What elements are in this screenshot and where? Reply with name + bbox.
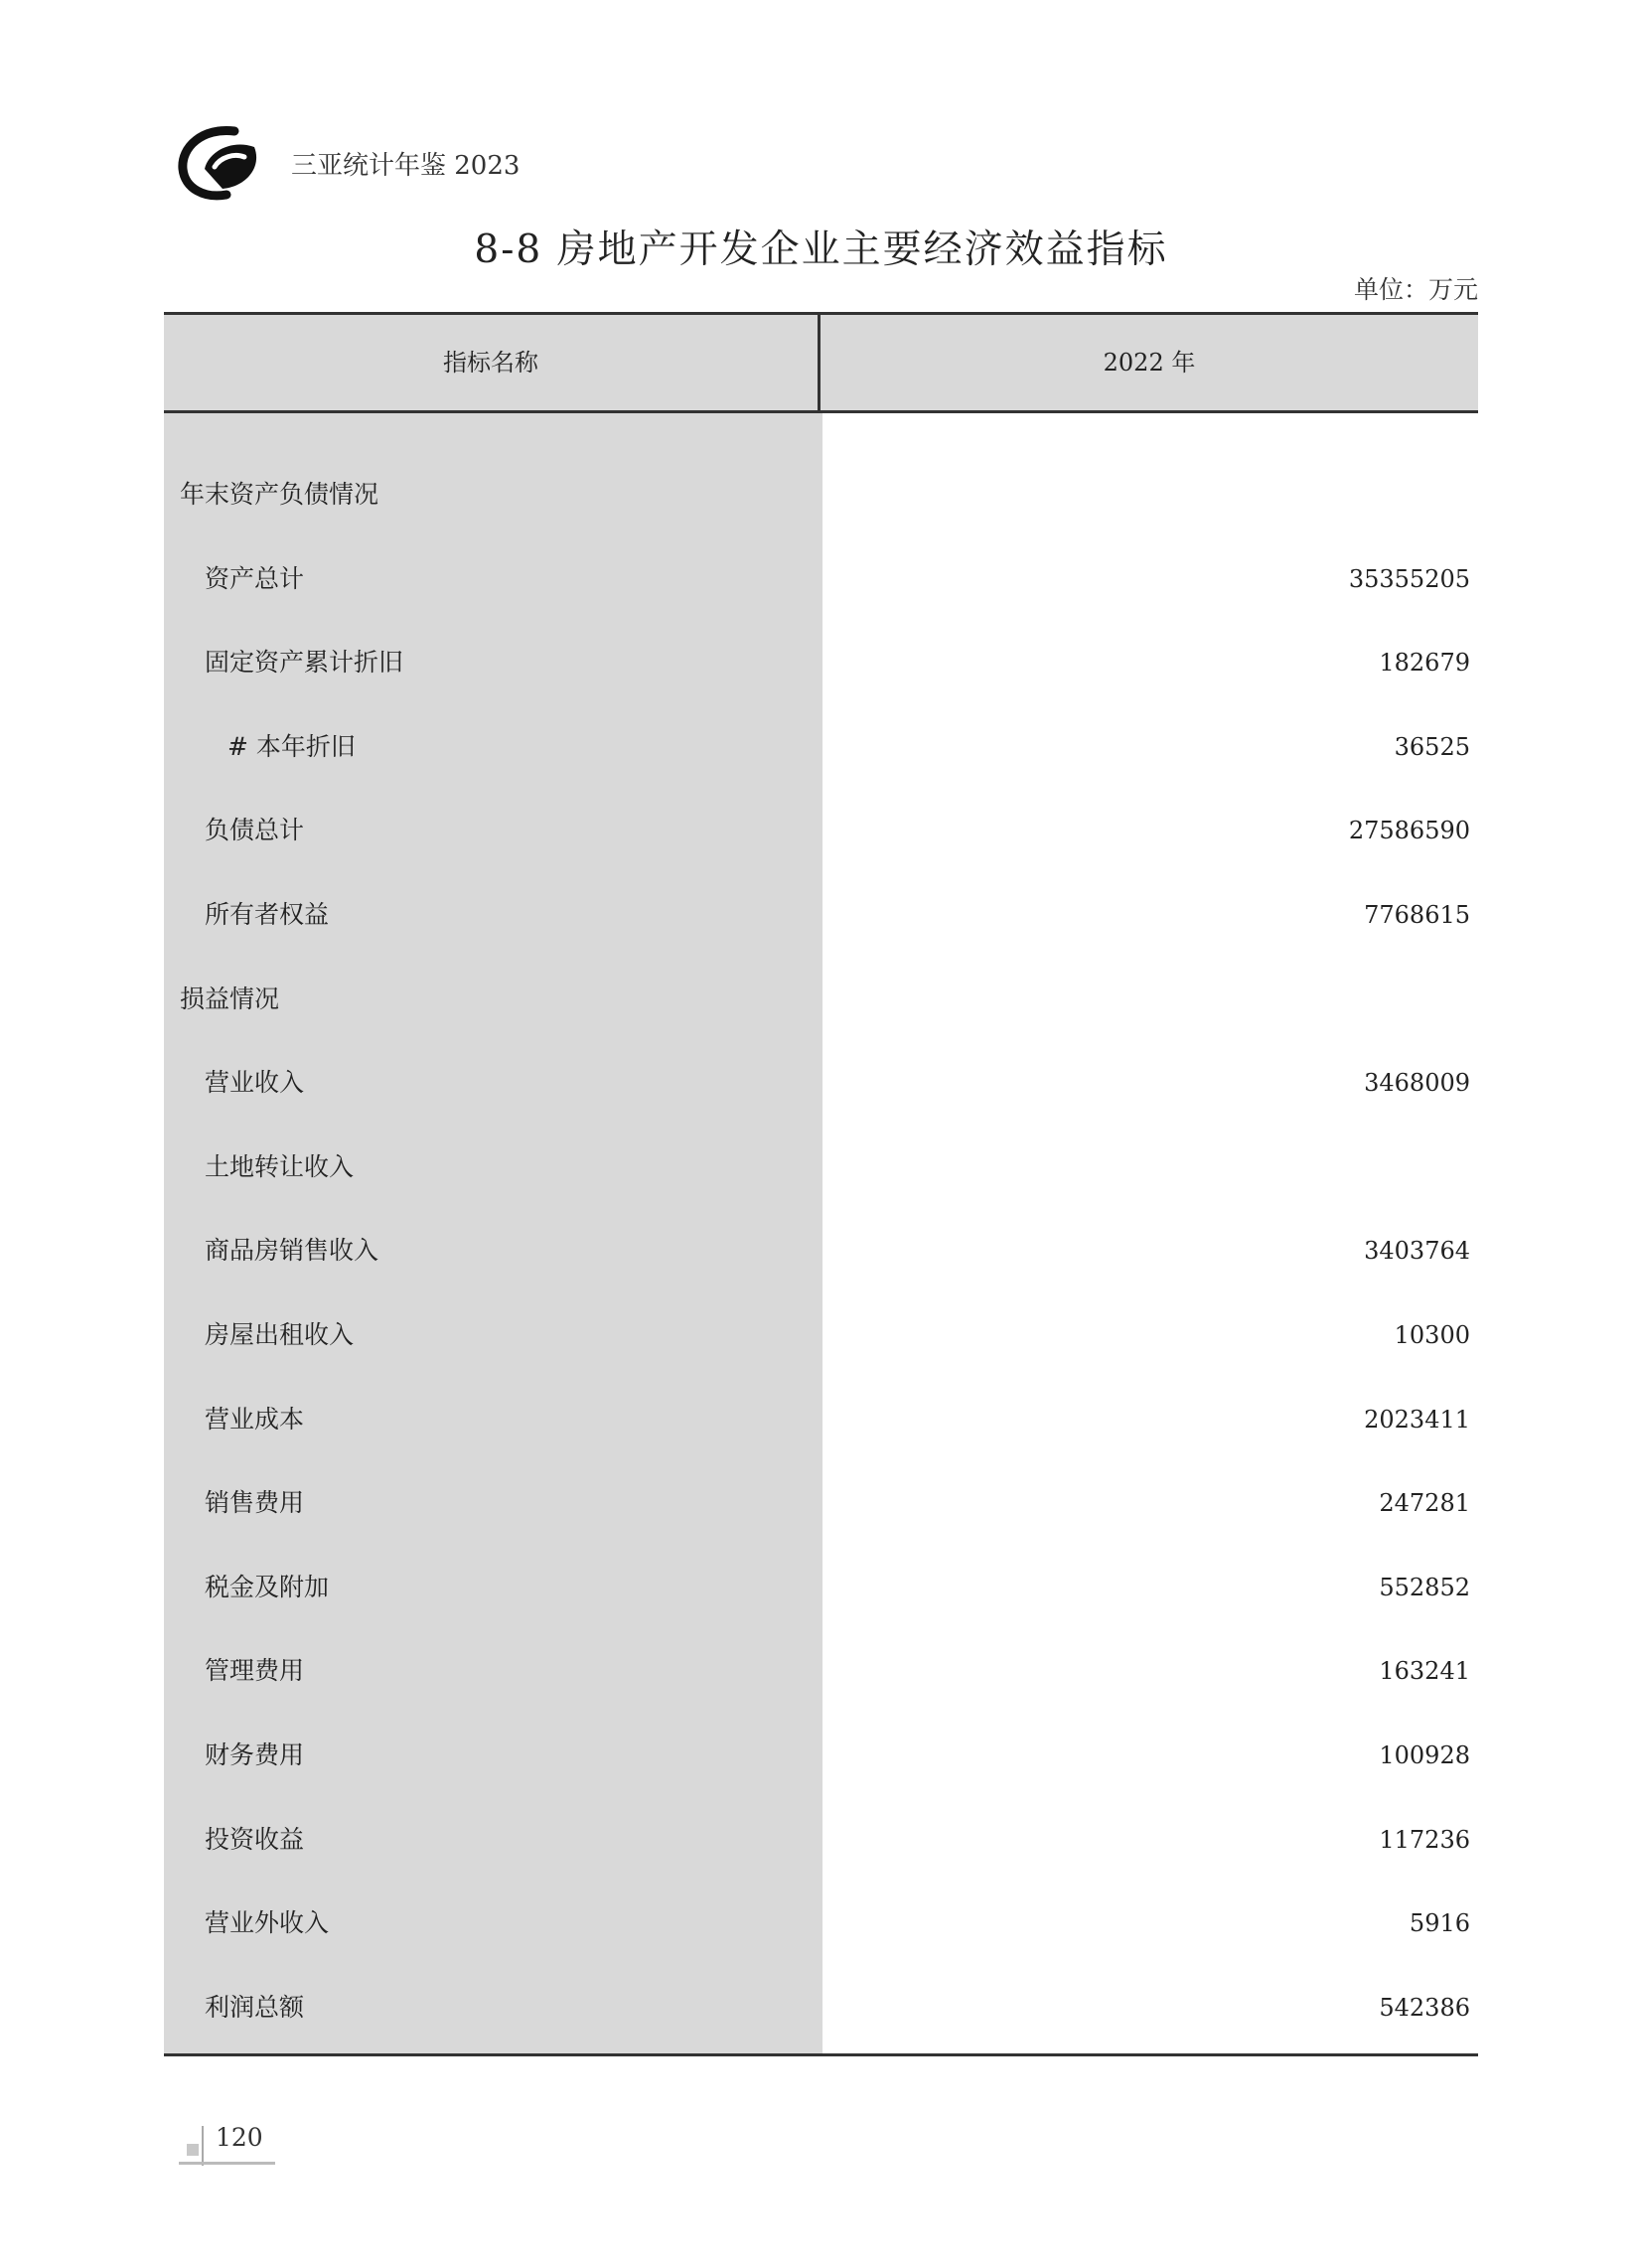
- row-value: 3403764: [1364, 1237, 1470, 1266]
- table-row: [164, 1882, 1478, 1966]
- book-title: 三亚统计年鉴 2023: [291, 151, 521, 181]
- row-value: 182679: [1379, 649, 1470, 678]
- row-label: 房屋出租收入: [205, 1319, 355, 1349]
- row-value: 7768615: [1364, 900, 1470, 929]
- row-label: 财务费用: [205, 1739, 305, 1769]
- page-number: 120: [216, 2123, 263, 2152]
- table-row: [164, 1629, 1478, 1714]
- row-value: 35355205: [1348, 564, 1470, 593]
- row-label: 所有者权益: [205, 899, 330, 929]
- table-row: [164, 705, 1478, 790]
- row-label: 固定资产累计折旧: [205, 648, 404, 678]
- row-value: 542386: [1379, 1993, 1470, 2022]
- table-row: [164, 1293, 1478, 1378]
- table-row: [164, 1378, 1478, 1462]
- row-label: 投资收益: [205, 1824, 305, 1854]
- row-label: # 本年折旧: [227, 731, 356, 761]
- row-label: 营业外收入: [205, 1908, 330, 1938]
- table-bottom-rule: [164, 2053, 1478, 2056]
- row-label: 营业成本: [205, 1404, 305, 1434]
- table-row: [164, 1714, 1478, 1798]
- page-marker-bar: [179, 2162, 275, 2165]
- table-row: [164, 1041, 1478, 1126]
- page-marker-line: [202, 2126, 204, 2166]
- row-value: 10300: [1394, 1320, 1470, 1349]
- table-header-row: [164, 312, 1478, 413]
- table-row: [164, 453, 1478, 537]
- row-label: 营业收入: [205, 1068, 305, 1098]
- row-value: 27586590: [1348, 817, 1470, 845]
- row-value: 100928: [1379, 1740, 1470, 1769]
- table-row: [164, 873, 1478, 958]
- row-value: 3468009: [1364, 1069, 1470, 1098]
- row-label: 管理费用: [205, 1656, 305, 1686]
- table-row: [164, 958, 1478, 1042]
- row-label: 商品房销售收入: [205, 1236, 379, 1266]
- table-row: [164, 1546, 1478, 1630]
- row-value: 552852: [1379, 1573, 1470, 1601]
- row-value: 117236: [1379, 1825, 1470, 1854]
- table-row: [164, 1126, 1478, 1210]
- data-table: [164, 312, 1478, 2056]
- row-label: 土地转让收入: [205, 1151, 355, 1181]
- row-value: 163241: [1379, 1657, 1470, 1686]
- row-value: 247281: [1379, 1489, 1470, 1518]
- row-label: 损益情况: [180, 983, 280, 1013]
- table-row: [164, 789, 1478, 873]
- yearbook-logo-icon: [175, 117, 266, 209]
- column-header-indicator: 指标名称: [164, 315, 821, 410]
- row-label: 销售费用: [205, 1488, 305, 1518]
- table-row: [164, 1209, 1478, 1293]
- table-row: [164, 621, 1478, 705]
- row-label: 利润总额: [205, 1992, 305, 2022]
- table-row: [164, 1798, 1478, 1883]
- page-marker-square: [187, 2144, 199, 2156]
- table-title: 8-8 房地产开发企业主要经济效益指标: [474, 227, 1168, 272]
- row-label: 税金及附加: [205, 1572, 330, 1601]
- row-value: 5916: [1409, 1909, 1470, 1938]
- table-row: [164, 1966, 1478, 2050]
- row-label: 年末资产负债情况: [180, 480, 379, 509]
- row-value: 2023411: [1364, 1405, 1470, 1434]
- row-label: 负债总计: [205, 816, 305, 845]
- row-value: 36525: [1394, 732, 1470, 761]
- table-row: [164, 537, 1478, 622]
- table-row: [164, 1461, 1478, 1546]
- unit-label: 单位：万元: [1353, 275, 1478, 304]
- table-body: [164, 453, 1478, 2049]
- column-header-year: 2022 年: [1103, 349, 1196, 377]
- row-label: 资产总计: [205, 563, 305, 593]
